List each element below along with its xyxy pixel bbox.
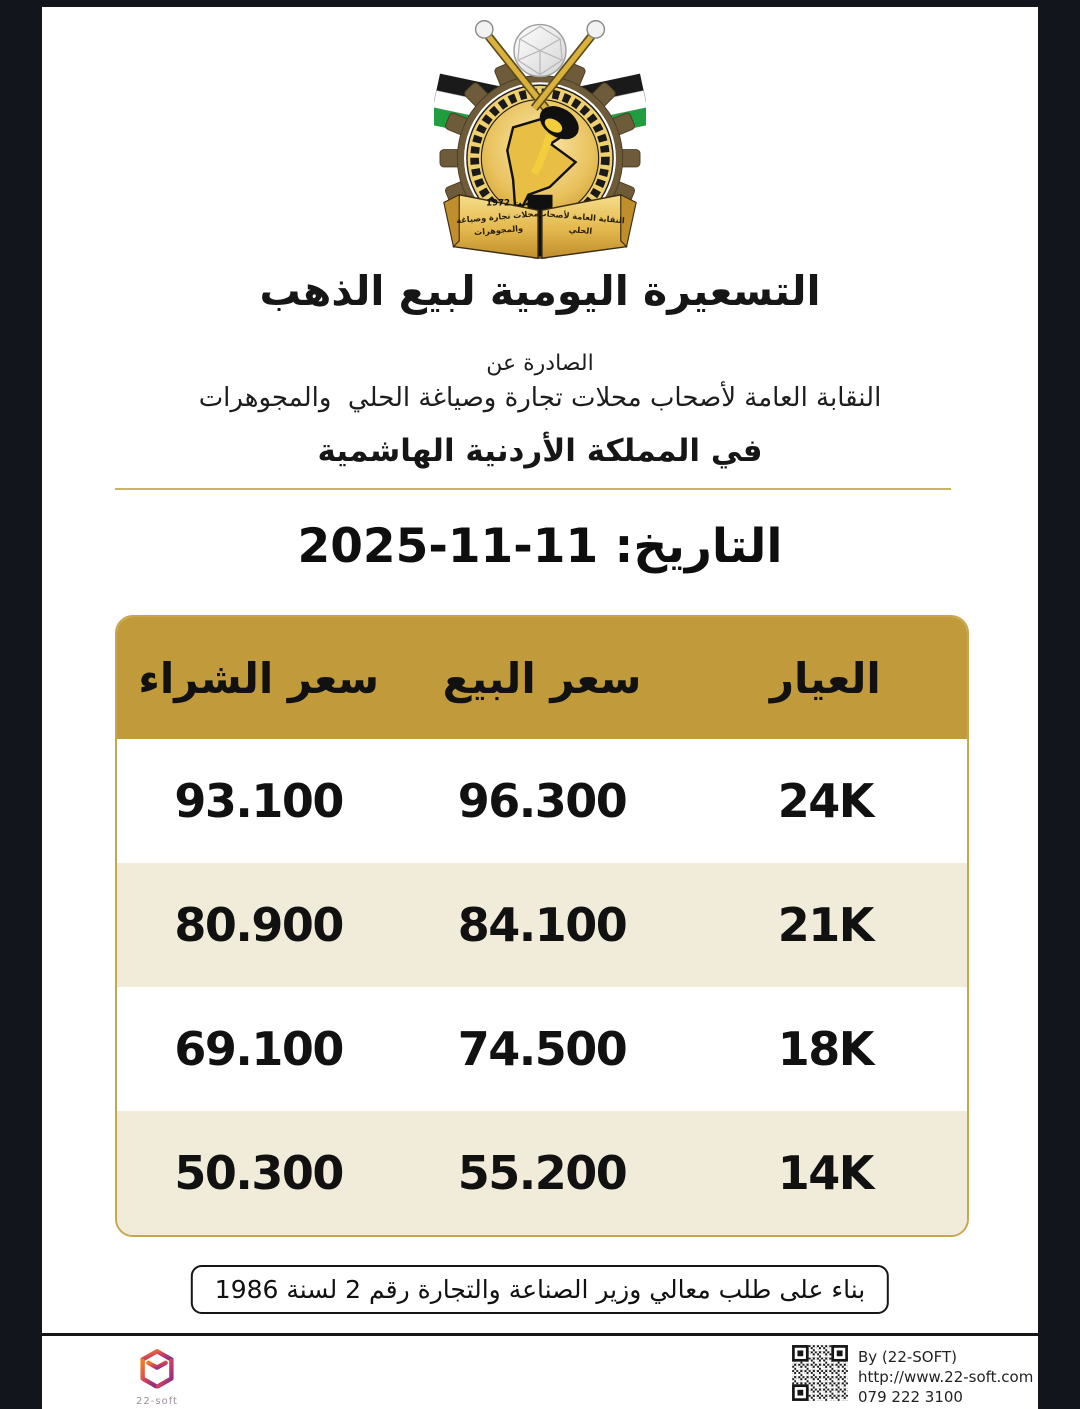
bulletin-document: [42, 7, 1038, 1409]
table-row: [117, 987, 967, 1111]
gold-divider: [115, 488, 951, 490]
soft-company-logo: [122, 1344, 192, 1407]
buy-value: 69.100: [174, 1022, 343, 1076]
date-line: التاريخ: 11-11-2025: [297, 519, 783, 574]
karat-value: 18K: [777, 1022, 873, 1076]
issued-by-line: الصادرة عن: [486, 351, 594, 376]
qr-code-icon: [790, 1343, 850, 1403]
table-row: [117, 863, 967, 987]
karat-value: 24K: [777, 774, 873, 828]
cube-logo-icon: [134, 1344, 180, 1394]
sell-value: 84.100: [457, 898, 627, 952]
gold-price-table: [115, 615, 969, 1237]
buy-value: 80.900: [174, 898, 343, 952]
banner-right-text-1: النقابة العامة لأصحاب: [538, 207, 626, 226]
banner-established: تأسست 1972: [485, 198, 546, 209]
karat-value: 21K: [777, 898, 873, 952]
header-karat: العيار: [769, 653, 881, 703]
table-header-row: [117, 617, 967, 739]
page-title: التسعيرة اليومية لبيع الذهب: [259, 267, 821, 315]
organization-line: النقابة العامة لأصحاب محلات تجارة وصياغة الحلي والمجوهرات: [198, 383, 882, 413]
banner-left-text-1: محلات تجارة وصياغة: [455, 208, 539, 226]
table-row: [117, 1111, 967, 1235]
credit-by: By (22-SOFT): [858, 1348, 957, 1366]
banner-right-text-2: الحلي: [568, 224, 593, 237]
sell-value: 55.200: [457, 1146, 627, 1200]
syndicate-emblem-graphic: [434, 14, 646, 264]
banner-left-text-2: والمجوهرات: [473, 222, 524, 238]
karat-value: 14K: [777, 1146, 873, 1200]
table-row: [117, 739, 967, 863]
credit-url: http://www.22-soft.com: [858, 1368, 1034, 1386]
sell-value: 96.300: [457, 774, 627, 828]
credit-block: [790, 1343, 1033, 1407]
cube-logo-caption: 22-soft: [136, 1396, 178, 1407]
diamond-icon: [514, 25, 566, 77]
header-sell-price: سعر البيع: [442, 653, 642, 703]
sell-value: 74.500: [457, 1022, 627, 1076]
ministry-note: بناء على طلب معالي وزير الصناعة والتجارة رقم 2 لسنة 1986: [191, 1265, 889, 1314]
buy-value: 50.300: [174, 1146, 343, 1200]
credit-phone: 079 222 3100: [858, 1388, 963, 1406]
buy-value: 93.100: [174, 774, 343, 828]
country-line: في المملكة الأردنية الهاشمية: [317, 433, 763, 469]
syndicate-emblem: [434, 14, 646, 268]
header-buy-price: سعر الشراء: [138, 653, 380, 703]
footer-divider: [42, 1333, 1038, 1336]
